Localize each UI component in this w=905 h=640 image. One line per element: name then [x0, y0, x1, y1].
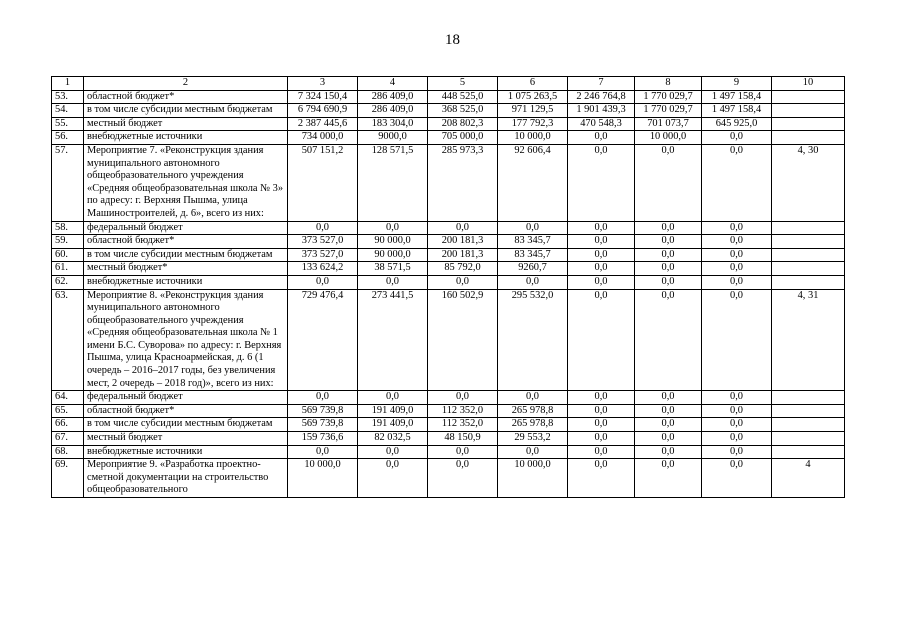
target-ref-cell — [772, 275, 845, 289]
target-ref-cell — [772, 221, 845, 235]
item-name-cell: Мероприятие 9. «Разработка проектно-сметной документации на строительство общеобразовательного — [84, 459, 288, 498]
year-2019-cell: 0,0 — [568, 459, 635, 498]
year-2020-cell: 701 073,7 — [635, 117, 702, 131]
year-2020-cell: 0,0 — [635, 235, 702, 249]
item-name-cell: местный бюджет — [84, 117, 288, 131]
target-ref-cell — [772, 248, 845, 262]
target-ref-cell: 4, 31 — [772, 289, 845, 391]
total-cell: 373 527,0 — [288, 235, 358, 249]
table-row — [52, 289, 845, 391]
year-2018-cell: 0,0 — [498, 445, 568, 459]
year-2019-cell: 0,0 — [568, 144, 635, 221]
year-2021-cell: 0,0 — [702, 459, 772, 498]
table-row — [52, 117, 845, 131]
row-number-cell: 63. — [52, 289, 84, 391]
item-name-cell: Мероприятие 7. «Реконструкция здания муниципального автономного общеобразовательного учреждения «Средняя общеобразовательная школа № 3» по адресу: г. Верхняя Пышма, улица Машиностроителей, д. 6», всего из них: — [84, 144, 288, 221]
year-2017-cell: 112 352,0 — [428, 404, 498, 418]
row-number-cell: 55. — [52, 117, 84, 131]
row-number-cell: 53. — [52, 90, 84, 104]
year-2020-cell: 0,0 — [635, 221, 702, 235]
year-2017-cell: 48 150,9 — [428, 432, 498, 446]
total-cell: 159 736,6 — [288, 432, 358, 446]
target-ref-cell — [772, 445, 845, 459]
row-number-cell: 64. — [52, 391, 84, 405]
year-2018-cell: 9260,7 — [498, 262, 568, 276]
item-name-cell: федеральный бюджет — [84, 221, 288, 235]
year-2016-cell: 286 409,0 — [358, 90, 428, 104]
item-name-cell: внебюджетные источники — [84, 445, 288, 459]
total-cell: 6 794 690,9 — [288, 104, 358, 118]
year-2021-cell: 0,0 — [702, 275, 772, 289]
year-2019-cell: 0,0 — [568, 391, 635, 405]
year-2020-cell: 0,0 — [635, 404, 702, 418]
item-name-cell: федеральный бюджет — [84, 391, 288, 405]
item-name-cell: внебюджетные источники — [84, 275, 288, 289]
year-2017-cell: 0,0 — [428, 221, 498, 235]
header-cell: 5 — [428, 77, 498, 91]
row-number-cell: 67. — [52, 432, 84, 446]
table-row — [52, 404, 845, 418]
target-ref-cell: 4 — [772, 459, 845, 498]
year-2020-cell: 0,0 — [635, 391, 702, 405]
row-number-cell: 65. — [52, 404, 84, 418]
year-2017-cell: 200 181,3 — [428, 248, 498, 262]
row-number-cell: 57. — [52, 144, 84, 221]
table-row — [52, 459, 845, 498]
year-2016-cell: 286 409,0 — [358, 104, 428, 118]
year-2018-cell: 0,0 — [498, 221, 568, 235]
year-2019-cell: 1 901 439,3 — [568, 104, 635, 118]
target-ref-cell — [772, 117, 845, 131]
year-2020-cell: 0,0 — [635, 262, 702, 276]
table-row — [52, 90, 845, 104]
target-ref-cell — [772, 90, 845, 104]
item-name-cell: в том числе субсидии местным бюджетам — [84, 248, 288, 262]
year-2021-cell: 0,0 — [702, 432, 772, 446]
year-2019-cell: 0,0 — [568, 248, 635, 262]
total-cell: 507 151,2 — [288, 144, 358, 221]
year-2016-cell: 0,0 — [358, 391, 428, 405]
year-2021-cell: 1 497 158,4 — [702, 90, 772, 104]
row-number-cell: 66. — [52, 418, 84, 432]
table-row — [52, 104, 845, 118]
year-2019-cell: 0,0 — [568, 445, 635, 459]
year-2021-cell: 0,0 — [702, 144, 772, 221]
total-cell: 0,0 — [288, 445, 358, 459]
year-2020-cell: 0,0 — [635, 289, 702, 391]
table-row — [52, 418, 845, 432]
year-2019-cell: 0,0 — [568, 289, 635, 391]
target-ref-cell: 4, 30 — [772, 144, 845, 221]
total-cell: 569 739,8 — [288, 418, 358, 432]
row-number-cell: 58. — [52, 221, 84, 235]
header-row — [52, 77, 845, 91]
item-name-cell: областной бюджет* — [84, 235, 288, 249]
table-row — [52, 275, 845, 289]
item-name-cell: в том числе субсидии местным бюджетам — [84, 104, 288, 118]
year-2016-cell: 0,0 — [358, 445, 428, 459]
header-cell: 2 — [84, 77, 288, 91]
target-ref-cell — [772, 104, 845, 118]
year-2018-cell: 92 606,4 — [498, 144, 568, 221]
year-2016-cell: 273 441,5 — [358, 289, 428, 391]
total-cell: 133 624,2 — [288, 262, 358, 276]
year-2021-cell: 0,0 — [702, 131, 772, 145]
year-2021-cell: 0,0 — [702, 391, 772, 405]
table-row — [52, 131, 845, 145]
year-2018-cell: 10 000,0 — [498, 131, 568, 145]
year-2017-cell: 200 181,3 — [428, 235, 498, 249]
year-2017-cell: 285 973,3 — [428, 144, 498, 221]
header-cell: 6 — [498, 77, 568, 91]
year-2018-cell: 0,0 — [498, 391, 568, 405]
year-2016-cell: 38 571,5 — [358, 262, 428, 276]
year-2016-cell: 191 409,0 — [358, 418, 428, 432]
year-2021-cell: 645 925,0 — [702, 117, 772, 131]
year-2019-cell: 0,0 — [568, 275, 635, 289]
year-2017-cell: 0,0 — [428, 275, 498, 289]
year-2021-cell: 0,0 — [702, 262, 772, 276]
year-2016-cell: 183 304,0 — [358, 117, 428, 131]
row-number-cell: 69. — [52, 459, 84, 498]
target-ref-cell — [772, 262, 845, 276]
target-ref-cell — [772, 418, 845, 432]
row-number-cell: 62. — [52, 275, 84, 289]
item-name-cell: внебюджетные источники — [84, 131, 288, 145]
year-2017-cell: 0,0 — [428, 391, 498, 405]
year-2020-cell: 1 770 029,7 — [635, 90, 702, 104]
row-number-cell: 54. — [52, 104, 84, 118]
table-row — [52, 248, 845, 262]
year-2018-cell: 83 345,7 — [498, 248, 568, 262]
table-row — [52, 391, 845, 405]
year-2020-cell: 0,0 — [635, 418, 702, 432]
total-cell: 7 324 150,4 — [288, 90, 358, 104]
item-name-cell: областной бюджет* — [84, 90, 288, 104]
total-cell: 10 000,0 — [288, 459, 358, 498]
table-row — [52, 221, 845, 235]
page-number: 18 — [445, 32, 460, 48]
header-cell: 8 — [635, 77, 702, 91]
row-number-cell: 60. — [52, 248, 84, 262]
year-2020-cell: 0,0 — [635, 445, 702, 459]
year-2017-cell: 112 352,0 — [428, 418, 498, 432]
target-ref-cell — [772, 391, 845, 405]
year-2019-cell: 0,0 — [568, 404, 635, 418]
row-number-cell: 59. — [52, 235, 84, 249]
year-2021-cell: 1 497 158,4 — [702, 104, 772, 118]
total-cell: 734 000,0 — [288, 131, 358, 145]
year-2016-cell: 90 000,0 — [358, 235, 428, 249]
year-2018-cell: 29 553,2 — [498, 432, 568, 446]
total-cell: 2 387 445,6 — [288, 117, 358, 131]
year-2019-cell: 0,0 — [568, 235, 635, 249]
item-name-cell: Мероприятие 8. «Реконструкция здания муниципального автономного общеобразовательного учреждения «Средняя общеобразовательная школа № 1 имени Б.С. Суворова» по адресу: г. Верхняя Пышма, улица Красноармейская, д. 6 (1 очередь – 2016–2017 годы, без увеличения мест, 2 очередь – 2018 год)», всего из них: — [84, 289, 288, 391]
year-2018-cell: 0,0 — [498, 275, 568, 289]
year-2021-cell: 0,0 — [702, 248, 772, 262]
row-number-cell: 61. — [52, 262, 84, 276]
year-2021-cell: 0,0 — [702, 289, 772, 391]
year-2017-cell: 0,0 — [428, 445, 498, 459]
year-2017-cell: 85 792,0 — [428, 262, 498, 276]
year-2020-cell: 10 000,0 — [635, 131, 702, 145]
item-name-cell: областной бюджет* — [84, 404, 288, 418]
total-cell: 373 527,0 — [288, 248, 358, 262]
year-2018-cell: 177 792,3 — [498, 117, 568, 131]
table-row — [52, 262, 845, 276]
year-2019-cell: 0,0 — [568, 432, 635, 446]
year-2018-cell: 1 075 263,5 — [498, 90, 568, 104]
total-cell: 0,0 — [288, 221, 358, 235]
year-2019-cell: 2 246 764,8 — [568, 90, 635, 104]
year-2018-cell: 265 978,8 — [498, 418, 568, 432]
year-2020-cell: 0,0 — [635, 144, 702, 221]
year-2017-cell: 0,0 — [428, 459, 498, 498]
table-row — [52, 235, 845, 249]
table-row — [52, 432, 845, 446]
header-cell: 4 — [358, 77, 428, 91]
year-2019-cell: 0,0 — [568, 262, 635, 276]
year-2019-cell: 0,0 — [568, 131, 635, 145]
item-name-cell: в том числе субсидии местным бюджетам — [84, 418, 288, 432]
target-ref-cell — [772, 432, 845, 446]
year-2017-cell: 208 802,3 — [428, 117, 498, 131]
year-2018-cell: 83 345,7 — [498, 235, 568, 249]
budget-table — [51, 76, 845, 498]
total-cell: 569 739,8 — [288, 404, 358, 418]
year-2017-cell: 160 502,9 — [428, 289, 498, 391]
row-number-cell: 68. — [52, 445, 84, 459]
year-2016-cell: 0,0 — [358, 459, 428, 498]
year-2016-cell: 191 409,0 — [358, 404, 428, 418]
year-2021-cell: 0,0 — [702, 418, 772, 432]
year-2017-cell: 705 000,0 — [428, 131, 498, 145]
year-2020-cell: 0,0 — [635, 432, 702, 446]
year-2020-cell: 0,0 — [635, 248, 702, 262]
year-2019-cell: 470 548,3 — [568, 117, 635, 131]
year-2017-cell: 448 525,0 — [428, 90, 498, 104]
year-2020-cell: 0,0 — [635, 459, 702, 498]
table-row — [52, 144, 845, 221]
item-name-cell: местный бюджет — [84, 432, 288, 446]
year-2021-cell: 0,0 — [702, 235, 772, 249]
year-2016-cell: 128 571,5 — [358, 144, 428, 221]
total-cell: 0,0 — [288, 275, 358, 289]
year-2016-cell: 0,0 — [358, 221, 428, 235]
row-number-cell: 56. — [52, 131, 84, 145]
year-2019-cell: 0,0 — [568, 221, 635, 235]
header-cell: 1 — [52, 77, 84, 91]
header-cell: 9 — [702, 77, 772, 91]
year-2020-cell: 0,0 — [635, 275, 702, 289]
target-ref-cell — [772, 404, 845, 418]
year-2016-cell: 90 000,0 — [358, 248, 428, 262]
year-2016-cell: 0,0 — [358, 275, 428, 289]
total-cell: 0,0 — [288, 391, 358, 405]
year-2019-cell: 0,0 — [568, 418, 635, 432]
year-2018-cell: 10 000,0 — [498, 459, 568, 498]
header-cell: 3 — [288, 77, 358, 91]
target-ref-cell — [772, 131, 845, 145]
total-cell: 729 476,4 — [288, 289, 358, 391]
year-2017-cell: 368 525,0 — [428, 104, 498, 118]
year-2018-cell: 295 532,0 — [498, 289, 568, 391]
target-ref-cell — [772, 235, 845, 249]
year-2018-cell: 971 129,5 — [498, 104, 568, 118]
header-cell: 10 — [772, 77, 845, 91]
item-name-cell: местный бюджет* — [84, 262, 288, 276]
year-2020-cell: 1 770 029,7 — [635, 104, 702, 118]
year-2021-cell: 0,0 — [702, 221, 772, 235]
header-cell: 7 — [568, 77, 635, 91]
table-row — [52, 445, 845, 459]
year-2016-cell: 82 032,5 — [358, 432, 428, 446]
year-2021-cell: 0,0 — [702, 404, 772, 418]
year-2021-cell: 0,0 — [702, 445, 772, 459]
year-2018-cell: 265 978,8 — [498, 404, 568, 418]
year-2016-cell: 9000,0 — [358, 131, 428, 145]
